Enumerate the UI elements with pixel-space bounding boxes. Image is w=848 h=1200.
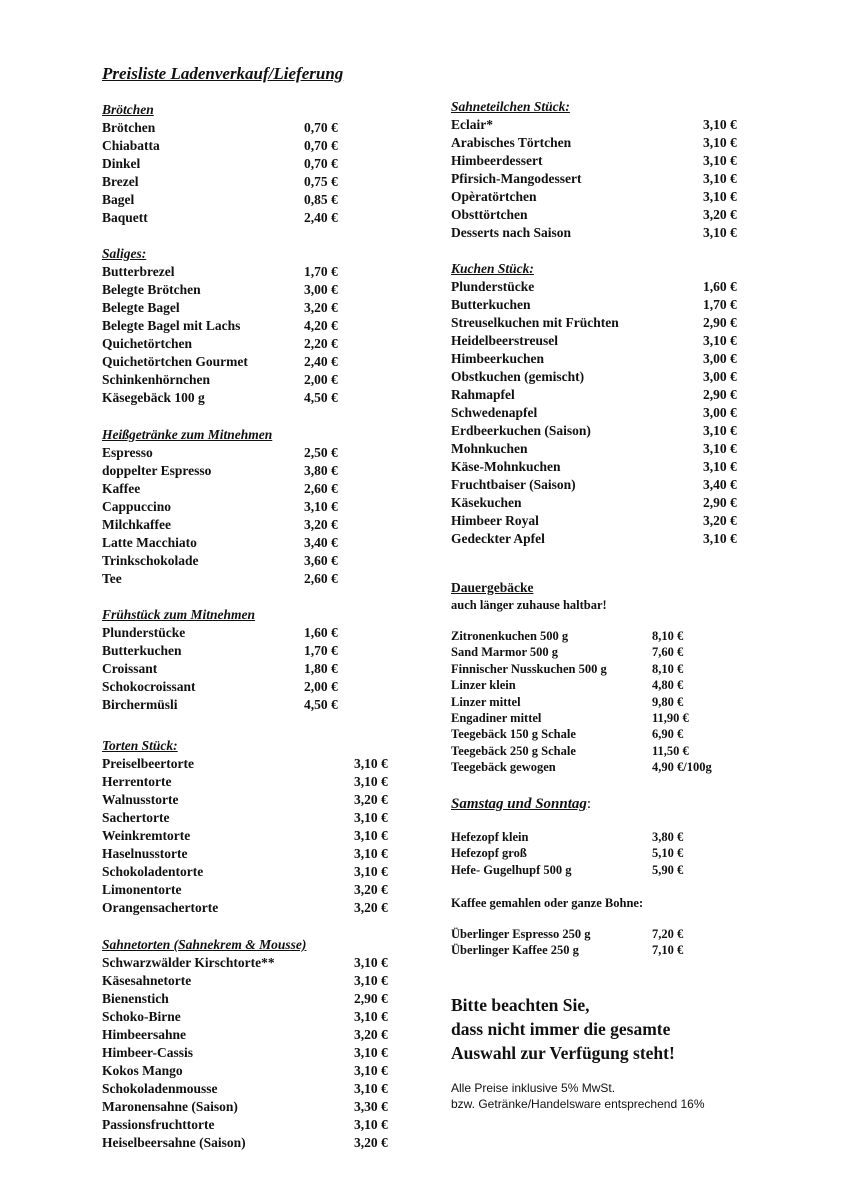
item-price: 3,10 €: [703, 333, 737, 348]
item-name: Bagel: [102, 192, 135, 207]
item-name: Erdbeerkuchen (Saison): [451, 423, 591, 438]
item-price: 3,40 €: [703, 477, 737, 492]
item-name: Plunderstücke: [102, 625, 186, 640]
price-list-item: [102, 371, 402, 389]
item-name: Cappuccino: [102, 499, 172, 514]
price-list-item: [451, 386, 751, 404]
price-list-item: [451, 512, 751, 530]
section-broetchen: [102, 101, 402, 227]
item-price: 3,00 €: [304, 282, 338, 297]
item-name: Maronensahne (Saison): [102, 1099, 238, 1114]
item-price: 2,20 €: [304, 336, 338, 351]
item-price: 3,10 €: [304, 499, 338, 514]
item-name: Kokos Mango: [102, 1063, 183, 1078]
price-list-item: [451, 314, 751, 332]
item-price: 2,60 €: [304, 571, 338, 586]
item-price: 2,40 €: [304, 354, 338, 369]
item-price: 3,10 €: [703, 171, 737, 186]
item-price: 2,00 €: [304, 679, 338, 694]
price-list-item: [102, 444, 402, 462]
item-price: 3,10 €: [354, 756, 388, 771]
item-name: Tee: [102, 571, 122, 586]
item-price: 3,10 €: [354, 973, 388, 988]
item-name: Rahmapfel: [451, 387, 515, 402]
item-price: 3,20 €: [354, 792, 388, 807]
item-name: Himbeer-Cassis: [102, 1045, 193, 1060]
item-price: 3,00 €: [703, 369, 737, 384]
item-price: 5,90 €: [652, 862, 684, 877]
item-name: Käsegebäck 100 g: [102, 390, 205, 405]
price-list-item: [102, 480, 402, 498]
notice-line: dass nicht immer die gesamte: [451, 1019, 671, 1039]
item-price: 3,10 €: [354, 1045, 388, 1060]
price-list-item: [451, 188, 751, 206]
item-name: Baquett: [102, 210, 148, 225]
item-name: Chiabatta: [102, 138, 160, 153]
price-list-item: [102, 642, 402, 660]
item-name: Butterkuchen: [451, 297, 531, 312]
item-price: 4,50 €: [304, 697, 338, 712]
item-price: 6,90 €: [652, 727, 684, 742]
price-list-item: [102, 498, 402, 516]
price-list-item: [451, 845, 771, 861]
item-name: Teegebäck 250 g Schale: [451, 743, 576, 758]
item-name: Schoko-Birne: [102, 1009, 181, 1024]
price-list-item: [102, 773, 402, 791]
item-name: Eclair*: [451, 117, 493, 132]
item-price: 3,10 €: [354, 846, 388, 861]
item-price: 2,90 €: [703, 387, 737, 402]
item-price: 7,10 €: [652, 943, 684, 958]
item-price: 3,10 €: [354, 774, 388, 789]
notice-line: Auswahl zur Verfügung steht!: [451, 1043, 675, 1063]
coffee-heading: Kaffee gemahlen oder ganze Bohne:: [451, 896, 644, 910]
price-list-item: [102, 155, 402, 173]
item-price: 5,10 €: [652, 846, 684, 861]
item-price: 7,20 €: [652, 927, 684, 941]
item-price: 0,70 €: [304, 156, 338, 171]
price-list-item: [102, 552, 402, 570]
item-name: Quichetörtchen: [102, 336, 192, 351]
item-name: Trinkschokolade: [102, 553, 199, 568]
price-list-item: [102, 299, 402, 317]
price-list-item: [451, 926, 771, 942]
item-name: Himbeerdessert: [451, 153, 543, 168]
price-list-item: [451, 862, 771, 878]
item-price: 3,20 €: [354, 1027, 388, 1042]
item-price: 3,10 €: [703, 441, 737, 456]
item-price: 3,20 €: [354, 882, 388, 897]
price-list-item: [102, 899, 402, 917]
price-list-item: [102, 990, 402, 1008]
price-list-item: [102, 173, 402, 191]
item-name: Butterkuchen: [102, 643, 182, 658]
price-list-item: [451, 628, 771, 644]
section-dauergebaecke: [451, 579, 771, 776]
price-list-item: [451, 458, 751, 476]
item-name: Himbeerkuchen: [451, 351, 544, 366]
item-price: 3,10 €: [354, 1009, 388, 1024]
item-name: Herrentorte: [102, 774, 172, 789]
item-name: Espresso: [102, 445, 153, 460]
price-list-item: [451, 942, 771, 958]
item-name: Kaffee: [102, 481, 141, 496]
item-price: 3,10 €: [703, 225, 737, 240]
item-name: Überlinger Kaffee 250 g: [451, 943, 579, 958]
item-price: 1,80 €: [304, 661, 338, 676]
section-heading: Frühstück zum Mitnehmen: [102, 607, 256, 622]
price-list-item: [102, 755, 402, 773]
item-name: Obsttörtchen: [451, 207, 528, 222]
item-name: Opèratörtchen: [451, 189, 537, 204]
price-list-item: [102, 1044, 402, 1062]
item-name: Milchkaffee: [102, 517, 171, 532]
item-name: Belegte Brötchen: [102, 282, 201, 297]
price-list-item: [451, 116, 751, 134]
item-name: Orangensachertorte: [102, 900, 219, 915]
weekend-list: [451, 829, 771, 878]
dauergebaecke-list: [451, 628, 771, 776]
item-price: 3,10 €: [354, 828, 388, 843]
item-name: Schokoladentorte: [102, 864, 204, 879]
item-name: Streuselkuchen mit Früchten: [451, 315, 619, 330]
price-list-item: [102, 791, 402, 809]
item-name: Mohnkuchen: [451, 441, 528, 456]
item-name: Walnusstorte: [102, 792, 179, 807]
item-price: 1,60 €: [703, 279, 737, 294]
item-price: 11,50 €: [652, 743, 689, 758]
section-fruehstueck: [102, 606, 402, 714]
item-name: Engadiner mittel: [451, 710, 542, 725]
item-name: Gedeckter Apfel: [451, 531, 545, 546]
item-price: 3,00 €: [703, 405, 737, 420]
price-list-item: [451, 829, 771, 845]
item-name: Schwedenapfel: [451, 405, 538, 420]
item-price: 3,10 €: [703, 459, 737, 474]
item-name: doppelter Espresso: [102, 463, 212, 478]
notice-line: Bitte beachten Sie,: [451, 995, 590, 1015]
item-name: Latte Macchiato: [102, 535, 197, 550]
item-name: Hefezopf groß: [451, 846, 527, 861]
price-list-item: [102, 462, 402, 480]
price-list-item: [102, 317, 402, 335]
price-list-item: [102, 516, 402, 534]
price-list-item: [102, 353, 402, 371]
footnote-line: Alle Preise inklusive 5% MwSt.: [451, 1081, 616, 1095]
item-price: 3,00 €: [703, 351, 737, 366]
item-price: 3,80 €: [304, 463, 338, 478]
price-list-item: [102, 1080, 402, 1098]
item-price: 7,60 €: [652, 645, 684, 660]
item-name: Heiselbeersahne (Saison): [102, 1135, 246, 1150]
item-price: 0,70 €: [304, 138, 338, 153]
section-sahnetorten: [102, 936, 402, 1152]
item-price: 2,90 €: [703, 495, 737, 510]
price-list-item: [451, 710, 771, 726]
price-list-item: [451, 677, 771, 693]
item-price: 4,20 €: [304, 318, 338, 333]
item-price: 3,10 €: [354, 864, 388, 879]
item-name: Hefezopf klein: [451, 830, 529, 844]
price-list-item: [102, 954, 402, 972]
section-heading: Torten Stück:: [102, 738, 178, 753]
item-price: 3,80 €: [652, 830, 684, 844]
price-list-item: [102, 1098, 402, 1116]
item-name: Überlinger Espresso 250 g: [451, 927, 591, 941]
price-list-item: [451, 743, 771, 759]
item-price: 3,60 €: [304, 553, 338, 568]
section-heading: Sahnetorten (Sahnekrem & Mousse): [102, 937, 307, 952]
item-price: 3,10 €: [354, 1117, 388, 1132]
item-price: 2,90 €: [354, 991, 388, 1006]
item-price: 3,30 €: [354, 1099, 388, 1114]
price-list-item: [102, 191, 402, 209]
weekend-heading-wrap: [451, 794, 771, 814]
item-price: 3,20 €: [703, 513, 737, 528]
price-list-item: [102, 972, 402, 990]
section-heading: Brötchen: [102, 102, 154, 117]
weekend-heading: Samstag und Sonntag: [451, 796, 587, 812]
item-price: 2,50 €: [304, 445, 338, 460]
item-price: 0,75 €: [304, 174, 338, 189]
section-heading: Sahneteilchen Stück:: [451, 99, 570, 114]
coffee-list: [451, 926, 771, 959]
footnote-line: bzw. Getränke/Handelsware entsprechend 16%: [451, 1097, 705, 1111]
section-weekend: [451, 794, 771, 878]
price-list-item: [451, 530, 751, 548]
price-list-item: [451, 694, 771, 710]
dauergebaecke-heading: Dauergebäcke: [451, 580, 534, 595]
item-name: Zitronenkuchen 500 g: [451, 629, 569, 643]
item-price: 3,10 €: [703, 153, 737, 168]
item-name: Teegebäck 150 g Schale: [451, 727, 576, 742]
dauergebaecke-subtitle: auch länger zuhause haltbar!: [451, 598, 607, 612]
item-price: 3,20 €: [703, 207, 737, 222]
item-name: Himbeersahne: [102, 1027, 186, 1042]
price-list-item: [102, 137, 402, 155]
item-name: Schwarzwälder Kirschtorte**: [102, 955, 275, 970]
item-name: Himbeer Royal: [451, 513, 539, 528]
item-price: 2,00 €: [304, 372, 338, 387]
footnote: [451, 1080, 704, 1112]
item-name: Schokoladenmousse: [102, 1081, 218, 1096]
price-list-item: [102, 335, 402, 353]
section-heading: Kuchen Stück:: [451, 261, 534, 276]
item-name: Fruchtbaiser (Saison): [451, 477, 576, 492]
item-price: 3,10 €: [354, 810, 388, 825]
item-price: 2,60 €: [304, 481, 338, 496]
price-list-item: [102, 845, 402, 863]
item-price: 3,40 €: [304, 535, 338, 550]
item-price: 3,10 €: [354, 1081, 388, 1096]
notice: [451, 993, 675, 1065]
price-list-item: [451, 759, 771, 775]
price-list-item: [451, 296, 751, 314]
price-list-item: [451, 134, 751, 152]
item-price: 3,10 €: [354, 955, 388, 970]
item-name: Belegte Bagel: [102, 300, 180, 315]
price-list-item: [451, 206, 751, 224]
item-name: Hefe- Gugelhupf 500 g: [451, 862, 572, 877]
price-list-item: [102, 1062, 402, 1080]
item-price: 3,20 €: [304, 300, 338, 315]
item-price: 4,80 €: [652, 678, 684, 693]
price-list-item: [451, 440, 751, 458]
price-list-item: [451, 152, 751, 170]
weekend-colon: :: [586, 796, 592, 812]
item-price: 1,60 €: [304, 625, 338, 640]
price-list-item: [451, 726, 771, 742]
item-name: Schokocroissant: [102, 679, 196, 694]
item-name: Plunderstücke: [451, 279, 535, 294]
price-list-item: [451, 368, 751, 386]
item-name: Sachertorte: [102, 810, 170, 825]
item-price: 11,90 €: [652, 710, 689, 725]
item-price: 3,10 €: [703, 117, 737, 132]
item-price: 8,10 €: [652, 629, 684, 643]
item-name: Quichetörtchen Gourmet: [102, 354, 248, 369]
section-sahneteilchen: [451, 98, 751, 242]
item-name: Linzer klein: [451, 678, 516, 693]
section-heissgetraenke: [102, 426, 402, 588]
item-name: Brezel: [102, 174, 139, 189]
item-price: 3,20 €: [354, 900, 388, 915]
item-name: Heidelbeerstreusel: [451, 333, 558, 348]
item-name: Dinkel: [102, 156, 141, 171]
price-list-item: [451, 422, 751, 440]
item-name: Käsekuchen: [451, 495, 522, 510]
item-price: 1,70 €: [304, 264, 338, 279]
price-list-item: [451, 278, 751, 296]
item-price: 1,70 €: [304, 643, 338, 658]
item-name: Linzer mittel: [451, 694, 521, 709]
item-name: Desserts nach Saison: [451, 225, 572, 240]
price-list-item: [102, 809, 402, 827]
item-price: 3,10 €: [703, 135, 737, 150]
item-name: Finnischer Nusskuchen 500 g: [451, 661, 607, 676]
price-list-item: [451, 661, 771, 677]
page-title: Preisliste Ladenverkauf/Lieferung: [102, 64, 344, 83]
item-name: Passionsfruchttorte: [102, 1117, 215, 1132]
item-name: Birchermüsli: [102, 697, 178, 712]
item-price: 3,20 €: [354, 1135, 388, 1150]
section-torten: [102, 737, 402, 917]
price-list-item: [451, 170, 751, 188]
item-price: 2,40 €: [304, 210, 338, 225]
price-list-item: [102, 827, 402, 845]
item-price: 0,85 €: [304, 192, 338, 207]
item-name: Haselnusstorte: [102, 846, 188, 861]
price-list-item: [102, 570, 402, 588]
price-list-item: [102, 881, 402, 899]
section-saliges: [102, 245, 402, 407]
section-heading: Saliges:: [102, 246, 147, 261]
price-list-item: [102, 1008, 402, 1026]
item-name: Käsesahnetorte: [102, 973, 192, 988]
item-name: Arabisches Törtchen: [451, 135, 572, 150]
price-list-item: [102, 624, 402, 642]
item-name: Pfirsich-Mangodessert: [451, 171, 582, 186]
price-list-item: [102, 389, 402, 407]
price-list-item: [102, 263, 402, 281]
price-list-item: [451, 494, 751, 512]
item-name: Preiselbeertorte: [102, 756, 194, 771]
item-price: 3,10 €: [703, 531, 737, 546]
item-price: 1,70 €: [703, 297, 737, 312]
item-price: 3,10 €: [354, 1063, 388, 1078]
item-price: 3,10 €: [703, 189, 737, 204]
item-name: Croissant: [102, 661, 158, 676]
item-price: 2,90 €: [703, 315, 737, 330]
section-coffee: [451, 894, 771, 959]
item-price: 4,50 €: [304, 390, 338, 405]
price-list-item: [451, 332, 751, 350]
section-heading: Heißgetränke zum Mitnehmen: [102, 427, 273, 442]
price-list-item: [451, 350, 751, 368]
price-list-item: [451, 404, 751, 422]
item-name: Weinkremtorte: [102, 828, 191, 843]
item-price: 4,90 €/100g: [652, 760, 712, 775]
price-list-item: [102, 119, 402, 137]
item-name: Obstkuchen (gemischt): [451, 369, 585, 384]
price-list-item: [102, 534, 402, 552]
price-list-item: [451, 224, 751, 242]
price-list-item: [451, 644, 771, 660]
item-name: Teegebäck gewogen: [451, 760, 556, 775]
price-list-item: [102, 696, 402, 714]
item-name: Sand Marmor 500 g: [451, 645, 559, 660]
section-kuchen: [451, 260, 751, 548]
item-price: 3,10 €: [703, 423, 737, 438]
price-list-item: [102, 1134, 402, 1152]
price-list-item: [102, 281, 402, 299]
price-list-item: [102, 678, 402, 696]
item-name: Butterbrezel: [102, 264, 175, 279]
price-list-item: [102, 1026, 402, 1044]
item-name: Bienenstich: [102, 991, 169, 1006]
item-name: Belegte Bagel mit Lachs: [102, 318, 241, 333]
item-name: Limonentorte: [102, 882, 182, 897]
item-name: Käse-Mohnkuchen: [451, 459, 561, 474]
item-name: Brötchen: [102, 120, 156, 135]
item-price: 3,20 €: [304, 517, 338, 532]
item-price: 9,80 €: [652, 694, 684, 709]
price-list-item: [102, 660, 402, 678]
item-price: 8,10 €: [652, 661, 684, 676]
price-list-item: [102, 209, 402, 227]
price-list-item: [451, 476, 751, 494]
item-name: Schinkenhörnchen: [102, 372, 211, 387]
price-list-item: [102, 1116, 402, 1134]
item-price: 0,70 €: [304, 120, 338, 135]
price-list-item: [102, 863, 402, 881]
